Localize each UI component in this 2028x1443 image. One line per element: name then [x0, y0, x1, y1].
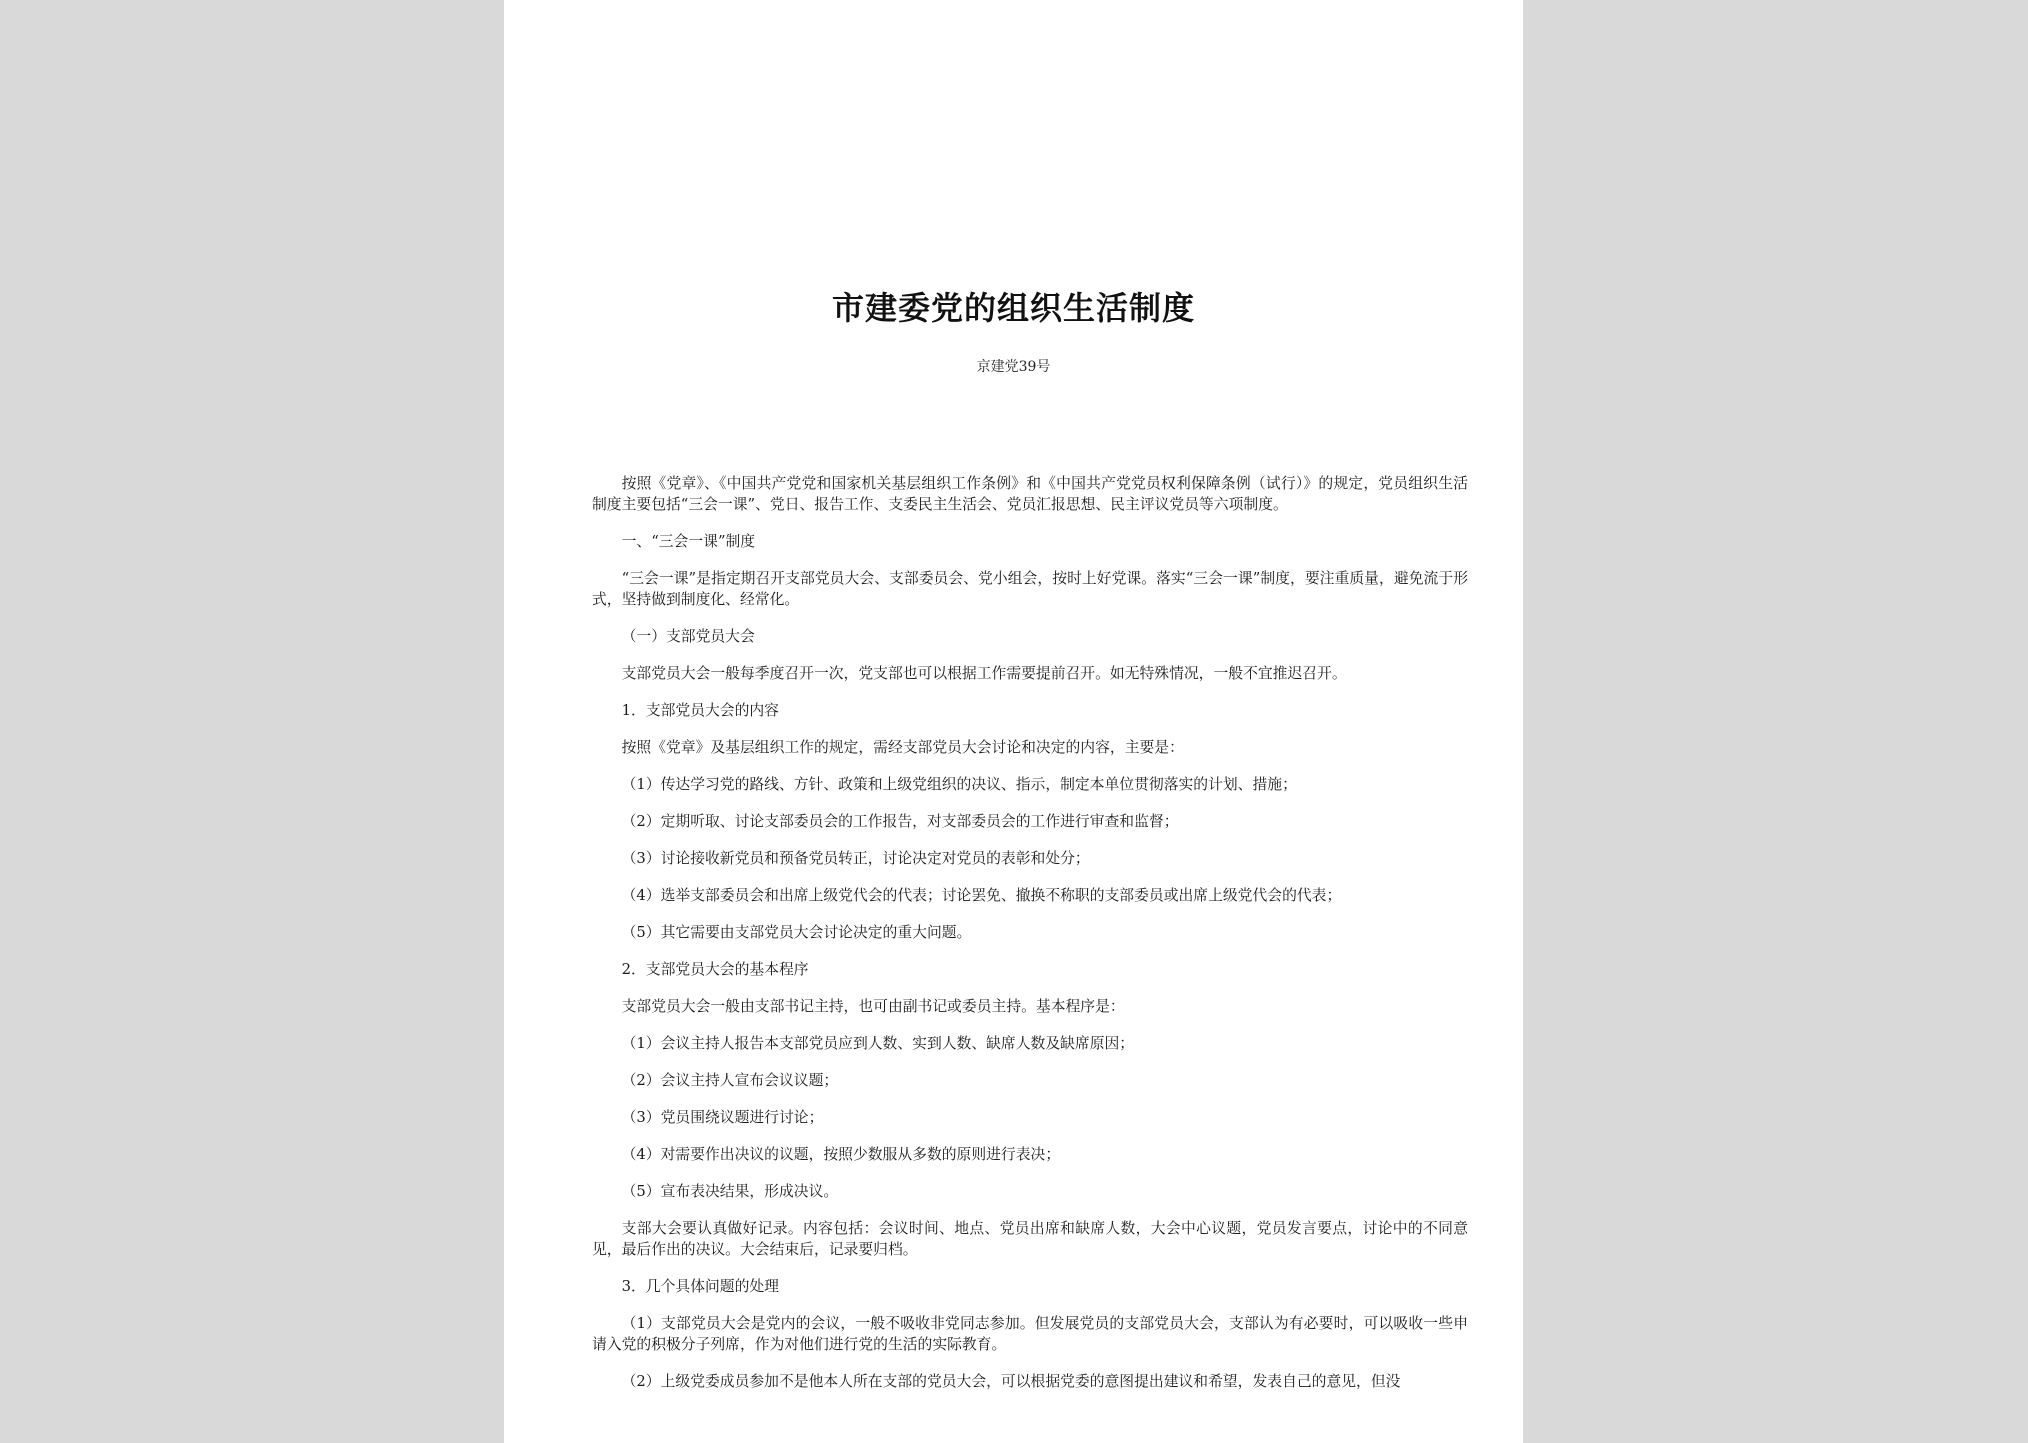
- list-item: （3）党员围绕议题进行讨论；: [621, 1109, 824, 1126]
- section-heading: 1．支部党员大会的内容: [621, 702, 779, 719]
- section-heading: 3．几个具体问题的处理: [621, 1278, 779, 1295]
- list-item: （1）传达学习党的路线、方针、政策和上级党组织的决议、指示，制定本单位贯彻落实的计划、措施；: [621, 776, 1297, 793]
- list-item: （4）选举支部委员会和出席上级党代会的代表；讨论罢免、撤换不称职的支部委员或出席上级党代会的代表；: [621, 887, 1342, 904]
- document-body: [592, 473, 1468, 1408]
- document-number: 京建党39号: [976, 359, 1051, 375]
- list-item: （5）宣布表决结果，形成决议。: [621, 1183, 839, 1200]
- list-item: （2）定期听取、讨论支部委员会的工作报告，对支部委员会的工作进行审查和监督；: [621, 813, 1179, 830]
- list-item: （1）支部党员大会是党内的会议，一般不吸收非党同志参加。但发展党员的支部党员大会，支部认为有必要时，可以吸收一些申请入党的积极分子列席，作为对他们进行党的生活的实际教育。: [592, 1315, 1468, 1353]
- document-page: [504, 0, 1523, 1443]
- paragraph: 按照《党章》及基层组织工作的规定，需经支部党员大会讨论和决定的内容，主要是：: [621, 739, 1184, 756]
- list-item: （5）其它需要由支部党员大会讨论决定的重大问题。: [621, 924, 972, 941]
- section-heading: 一、“三会一课”制度: [621, 533, 756, 550]
- document-title: 市建委党的组织生活制度: [831, 289, 1195, 327]
- paragraph: “三会一课”是指定期召开支部党员大会、支部委员会、党小组会，按时上好党课。落实“三会一课”制度，要注重质量，避免流于形式，坚持做到制度化、经常化。: [592, 570, 1468, 608]
- list-item: （4）对需要作出决议的议题，按照少数服从多数的原则进行表决；: [621, 1146, 1061, 1163]
- paragraph: 支部大会要认真做好记录。内容包括：会议时间、地点、党员出席和缺席人数，大会中心议题，党员发言要点，讨论中的不同意见，最后作出的决议。大会结束后，记录要归档。: [592, 1220, 1468, 1258]
- section-heading: 2．支部党员大会的基本程序: [621, 961, 809, 978]
- list-item: （3）讨论接收新党员和预备党员转正，讨论决定对党员的表彰和处分；: [621, 850, 1090, 867]
- list-item: （1）会议主持人报告本支部党员应到人数、实到人数、缺席人数及缺席原因；: [621, 1035, 1135, 1052]
- list-item: （2）上级党委成员参加不是他本人所在支部的党员大会，可以根据党委的意图提出建议和希望，发表自己的意见，但没: [621, 1373, 1401, 1390]
- section-heading: （一）支部党员大会: [621, 628, 755, 645]
- list-item: （2）会议主持人宣布会议议题；: [621, 1072, 839, 1089]
- paragraph: 支部党员大会一般每季度召开一次，党支部也可以根据工作需要提前召开。如无特殊情况，一般不宜推迟召开。: [621, 665, 1347, 682]
- paragraph: 支部党员大会一般由支部书记主持，也可由副书记或委员主持。基本程序是：: [621, 998, 1125, 1015]
- paragraph: 按照《党章》、《中国共产党党和国家机关基层组织工作条例》和《中国共产党党员权利保障条例（试行）》的规定，党员组织生活制度主要包括“三会一课”、党日、报告工作、支委民主生活会、党员汇报思想、民主评议党员等六项制度。: [592, 475, 1468, 513]
